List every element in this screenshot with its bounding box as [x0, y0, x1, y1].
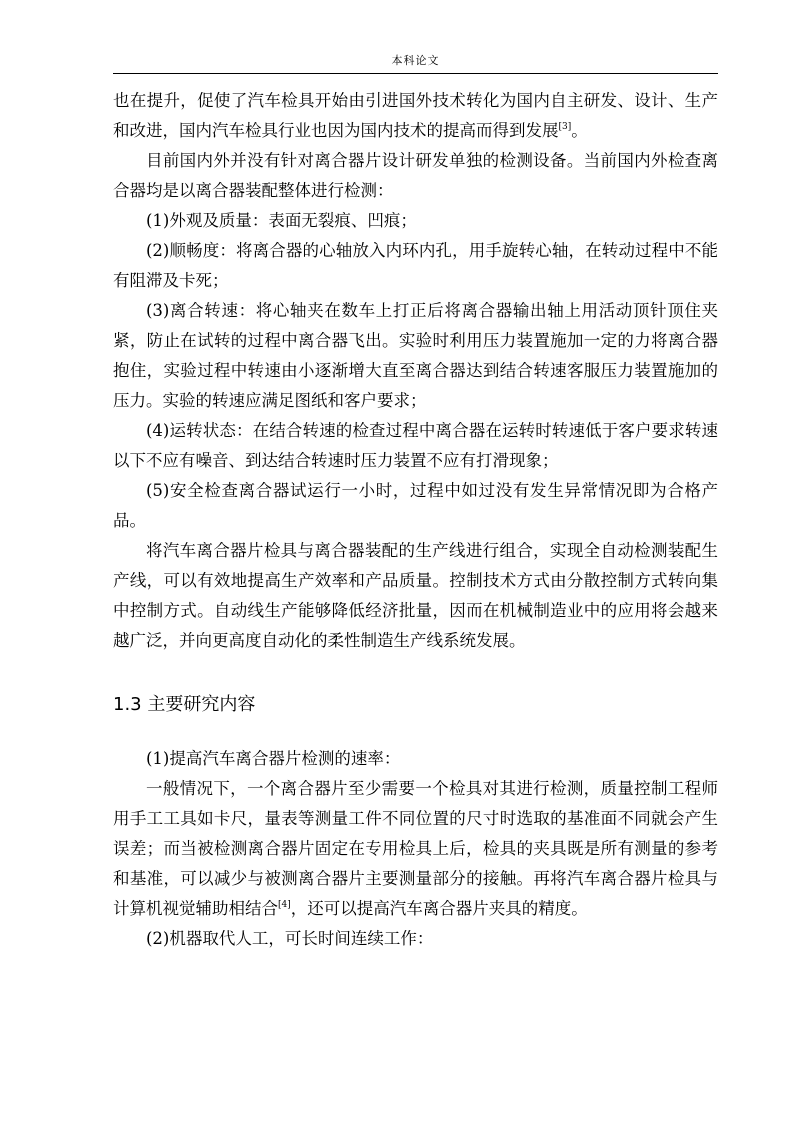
list-item: (4)运转状态：在结合转速的检查过程中离合器在运转时转速低于客户要求转速以下不应有噪音、到达结合转速时压力装置不应有打滑现象； — [113, 421, 718, 470]
list-item: (5)安全检查离合器试运行一小时，过程中如过没有发生异常情况即为合格产品。 — [113, 481, 718, 530]
list-item: (3)离合转速：将心轴夹在数车上打正后将离合器输出轴上用活动顶针顶住夹紧，防止在试转的过程中离合器飞出。实验时利用压力装置施加一定的力将离合器抱住，实验过程中转速由小逐渐增大直至离合器达到结合转速客服压力装置施加的压力。实验的转速应满足图纸和客户要求； — [113, 301, 718, 410]
paragraph: 将汽车离合器片检具与离合器装配的生产线进行组合，实现全自动检测装配生产线，可以有效地提高生产效率和产品质量。控制技术方式由分散控制方式转向集中控制方式。自动线生产能够降低经济批量，因而在机械制造业中的应用将会越来越广泛，并向更高度自动化的柔性制造生产线系统发展。 — [113, 541, 718, 650]
list-item: (1)外观及质量：表面无裂痕、凹痕； — [146, 211, 417, 230]
header-rule — [113, 73, 718, 74]
paragraph: 一般情况下，一个离合器片至少需要一个检具对其进行检测，质量控制工程师用手工工具如卡尺，量表等测量工件不同位置的尺寸时选取的基准面不同就会产生误差；而当被检测离合器片固定在专用检具上后，检具的夹具既是所有测量的参考和基准，可以减少与被测离合器片主要测量部分的接触。再将汽车离合器片检具与计算机视觉辅助相结合[4]，还可以提高汽车离合器片夹具的精度。 — [113, 779, 718, 918]
citation: [4] — [278, 900, 291, 910]
list-item: (1)提高汽车离合器片检测的速率： — [146, 749, 401, 768]
paragraph: 目前国内外并没有针对离合器片设计研发单独的检测设备。当前国内外检查离合器均是以离合器装配整体进行检测： — [113, 151, 718, 200]
list-item: (2)顺畅度：将离合器的心轴放入内环内孔，用手旋转心轴，在转动过程中不能有阻滞及卡死； — [113, 241, 718, 290]
section-title: 主要研究内容 — [147, 694, 256, 715]
citation: [3] — [558, 122, 572, 132]
list-item: (2)机器取代人工，可长时间连续工作： — [146, 929, 434, 948]
page-content — [113, 86, 718, 954]
section-number: 1.3 — [113, 694, 142, 715]
page-header: 本科论文 — [391, 54, 440, 67]
section-heading — [113, 690, 718, 720]
paragraph: 也在提升，促使了汽车检具开始由引进国外技术转化为国内自主研发、设计、生产和改进，国内汽车检具行业也因为国内技术的提高而得到发展[3]。 — [113, 91, 718, 140]
